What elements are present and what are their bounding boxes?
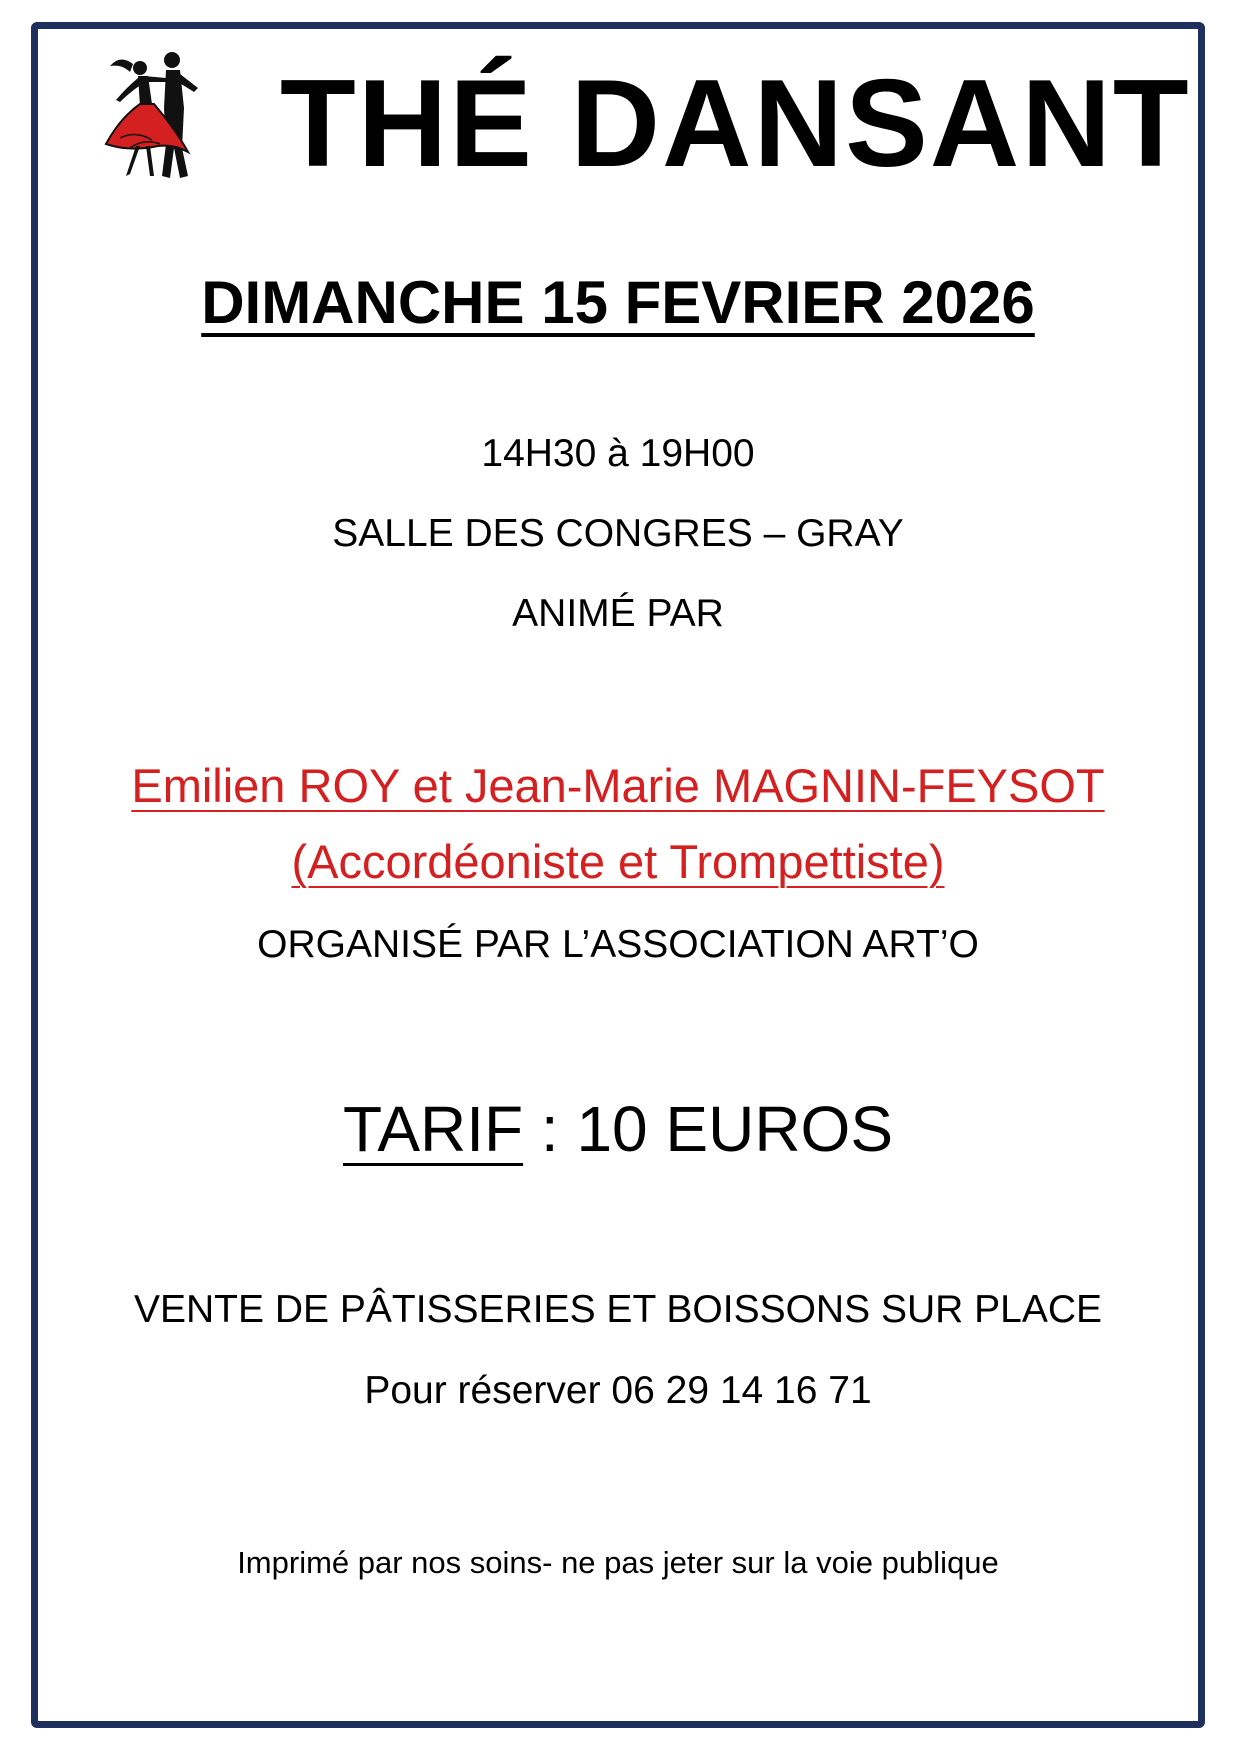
sales-info: VENTE DE PÂTISSERIES ET BOISSONS SUR PLACE	[133, 1288, 1103, 1331]
event-date-text: DIMANCHE 15 FEVRIER 2026	[201, 269, 1035, 336]
price-value: : 10 EUROS	[523, 1093, 894, 1165]
footer-note: Imprimé par nos soins- ne pas jeter sur la voie publique	[237, 1545, 999, 1580]
event-venue: SALLE DES CONGRES – GRAY	[332, 512, 904, 555]
reservation-info: Pour réserver 06 29 14 16 71	[364, 1369, 872, 1412]
performer-roles	[31, 835, 1205, 888]
event-date	[31, 269, 1205, 336]
price	[31, 1093, 1205, 1165]
performer-roles-text: (Accordéoniste et Trompettiste)	[291, 835, 945, 888]
organizer: ORGANISÉ PAR L’ASSOCIATION ART’O	[257, 923, 979, 966]
event-time: 14H30 à 19H00	[481, 432, 755, 475]
performers	[31, 759, 1205, 812]
dancing-couple-icon	[100, 48, 210, 188]
page-title: THÉ DANSANT	[280, 55, 1191, 193]
performers-text: Emilien ROY et Jean-Marie MAGNIN-FEYSOT	[131, 759, 1105, 812]
price-label: TARIF	[342, 1093, 524, 1165]
hosted-by-label: ANIMÉ PAR	[512, 592, 724, 635]
